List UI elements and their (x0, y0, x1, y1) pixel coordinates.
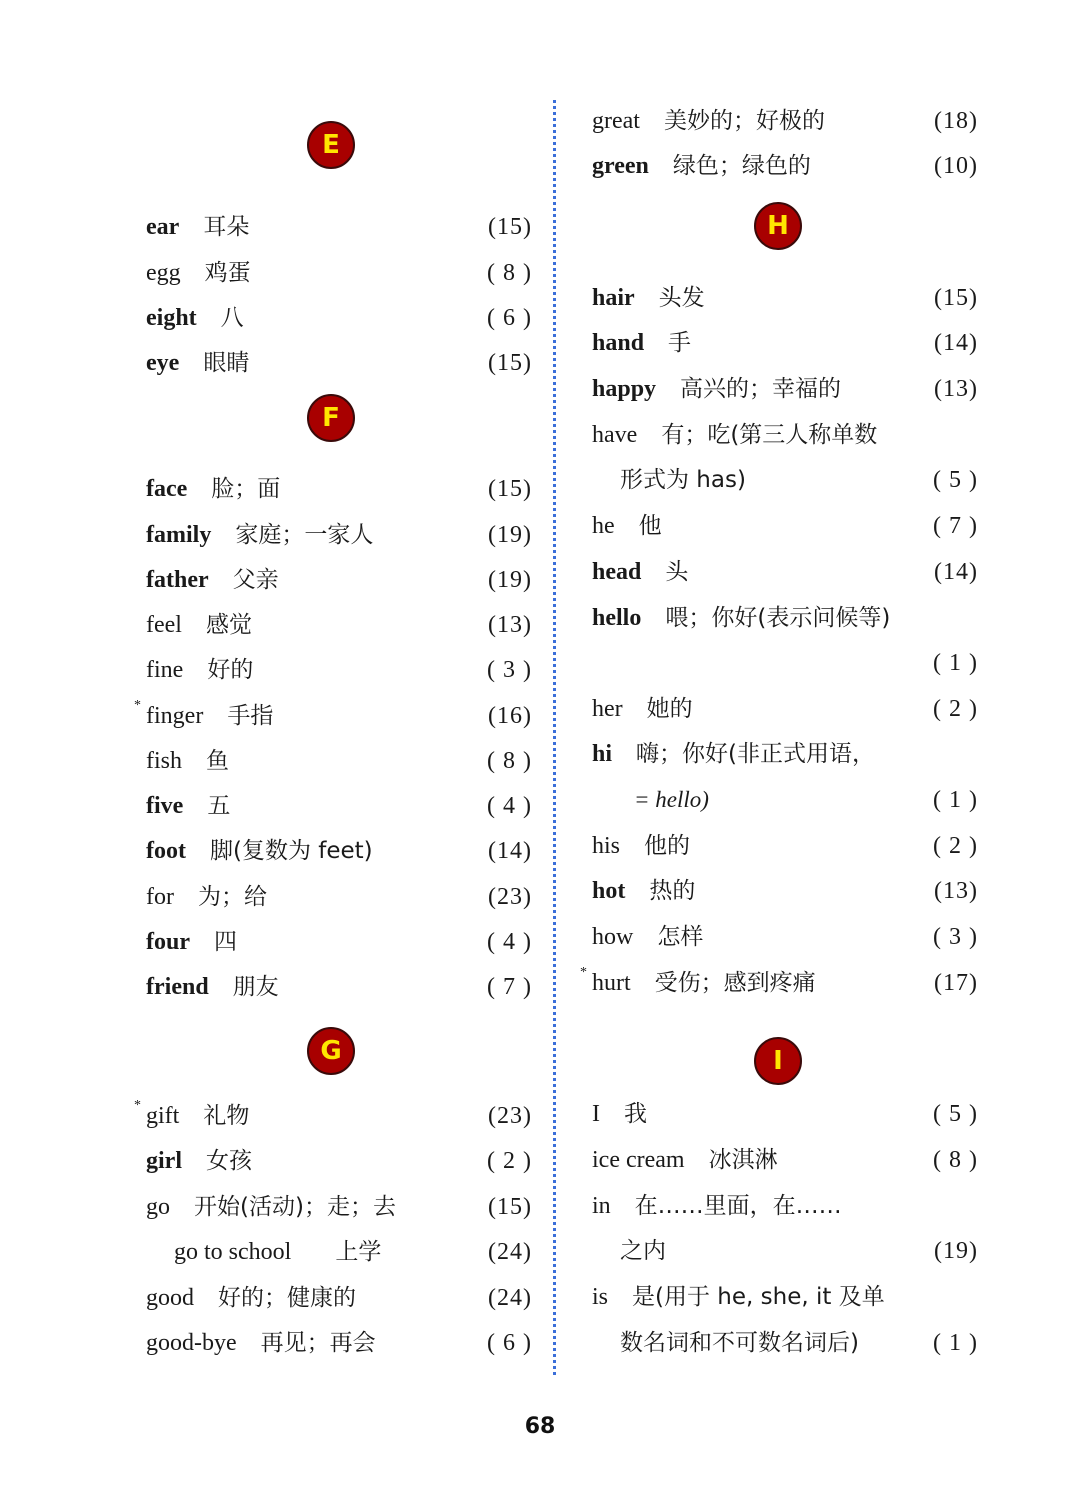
entry-have (578, 415, 978, 455)
entry-word: I (592, 1101, 600, 1127)
column-divider (553, 100, 556, 1375)
entry-four (132, 922, 532, 962)
entry-word: family (146, 522, 212, 548)
entry-word: foot (146, 838, 186, 864)
entry-word: happy (592, 376, 657, 402)
entry-in (578, 1186, 978, 1226)
entry-fish (132, 741, 532, 781)
entry-five (132, 786, 532, 826)
entry-ref: (24) (488, 1285, 532, 1311)
entry-ref: (19) (488, 522, 532, 548)
entry-meaning: 数名词和不可数名词后) (620, 1330, 859, 1356)
entry-meaning: 为；给 (197, 884, 267, 910)
entry-meaning: 耳朵 (203, 214, 250, 240)
entry-word: good-bye (146, 1330, 237, 1356)
letter-badge-h: H (754, 202, 802, 250)
entry-meaning: 女孩 (206, 1148, 252, 1174)
entry-word: his (592, 833, 621, 859)
entry-hi (578, 734, 978, 774)
entry-meaning: 鸡蛋 (204, 260, 251, 286)
entry-word: egg (146, 260, 181, 286)
entry-ref: ( 7 ) (487, 974, 532, 1000)
entry-meaning: 父亲 (232, 567, 279, 593)
entry-word: great (592, 108, 640, 134)
entry-word: eight (146, 305, 197, 331)
entry-meaning: 手指 (227, 703, 274, 729)
entry-is (578, 1277, 978, 1317)
entry-ref: ( 2 ) (933, 696, 978, 722)
entry-meaning: 是(用于 he, she, it 及单 (632, 1284, 885, 1310)
entry-word: he (592, 513, 615, 539)
entry-word: how (592, 924, 634, 950)
entry-meaning: 头 (665, 559, 689, 585)
letter-badge-i: I (754, 1037, 802, 1085)
entry-ref: ( 1 ) (933, 650, 978, 676)
letter-badge-g: G (307, 1027, 355, 1075)
entry-meaning: 家庭；一家人 (235, 522, 374, 548)
entry-word: hi (592, 741, 613, 767)
entry-meaning: 礼物 (203, 1103, 250, 1129)
entry-word: have (592, 422, 638, 448)
entry-meaning: 他的 (644, 833, 691, 859)
entry-word: face (146, 476, 188, 502)
entry-meaning: 眼睛 (203, 350, 250, 376)
entry-ref: (17) (934, 970, 978, 996)
entry-ref: (19) (934, 1238, 978, 1264)
entry-meaning: 冰淇淋 (708, 1147, 778, 1173)
entry-ref: (16) (488, 703, 532, 729)
entry-word: ice cream (592, 1147, 685, 1173)
entry-father (132, 560, 532, 600)
entry-word: is (592, 1284, 609, 1310)
entry-meaning: 再见；再会 (260, 1330, 376, 1356)
entry-family (132, 515, 532, 555)
entry-fine (132, 650, 532, 690)
entry-ref: ( 2 ) (487, 1148, 532, 1174)
entry-meaning: 手 (668, 330, 692, 356)
entry-feel (132, 605, 532, 645)
entry-hi-continued (578, 780, 978, 820)
entry-word: in (592, 1193, 611, 1219)
entry-ref: (18) (934, 108, 978, 134)
entry-ref: ( 6 ) (487, 1330, 532, 1356)
entry-face (132, 469, 532, 509)
entry-meaning: 上学 (335, 1239, 382, 1265)
entry-great (578, 101, 978, 141)
entry-ref: ( 7 ) (933, 513, 978, 539)
letter-badge-e: E (307, 121, 355, 169)
entry-word: eye (146, 350, 180, 376)
entry-eye (132, 343, 532, 383)
entry-meaning: 形式为 has) (620, 467, 746, 493)
entry-word: gift (146, 1103, 180, 1129)
entry-hair (578, 278, 978, 318)
entry-meaning: 在……里面，在…… (634, 1193, 842, 1219)
entry-ref: (13) (934, 376, 978, 402)
asterisk-mark: * (134, 698, 141, 713)
entry-eight (132, 298, 532, 338)
entry-meaning: 喂；你好(表示问候等) (665, 605, 891, 631)
entry-ref: ( 6 ) (487, 305, 532, 331)
entry-word: fine (146, 657, 184, 683)
entry-word: fish (146, 748, 182, 774)
entry-ref: (15) (488, 1194, 532, 1220)
entry-hand (578, 323, 978, 363)
entry-friend (132, 967, 532, 1007)
entry-girl (132, 1141, 532, 1181)
entry-ref: ( 4 ) (487, 929, 532, 955)
entry-meaning: 热的 (649, 878, 696, 904)
entry-meaning: 好的；健康的 (218, 1285, 356, 1311)
entry-ref: (19) (488, 567, 532, 593)
entry-word: girl (146, 1148, 182, 1174)
entry-word: feel (146, 612, 182, 638)
entry-word: hurt (592, 970, 631, 996)
entry-meaning: 开始(活动)；走；去 (194, 1194, 396, 1220)
entry-word: hair (592, 285, 635, 311)
asterisk-mark: * (580, 965, 587, 980)
entry-his (578, 826, 978, 866)
entry-meaning: 怎样 (657, 924, 704, 950)
entry-word: her (592, 696, 623, 722)
entry-meaning: 感觉 (205, 612, 252, 638)
entry-ref: (23) (488, 884, 532, 910)
entry-ear (132, 207, 532, 247)
entry-he (578, 506, 978, 546)
entry-ref: ( 8 ) (933, 1147, 978, 1173)
entry-word: go (146, 1194, 170, 1220)
entry-word: for (146, 884, 174, 910)
entry-finger (132, 696, 532, 736)
entry-ref: (15) (488, 350, 532, 376)
entry-meaning: 她的 (646, 696, 693, 722)
entry-how (578, 917, 978, 957)
entry-meaning: 头发 (658, 285, 705, 311)
entry-ref: (15) (934, 285, 978, 311)
entry-hello (578, 598, 978, 638)
entry-meaning: 高兴的；幸福的 (680, 376, 842, 402)
entry-in-continued (578, 1231, 978, 1271)
entry-ref: (23) (488, 1103, 532, 1129)
entry-ref: (14) (934, 330, 978, 356)
entry-ref: (15) (488, 476, 532, 502)
entry-happy (578, 369, 978, 409)
entry-ref: ( 8 ) (487, 748, 532, 774)
entry-for (132, 877, 532, 917)
entry-good-bye (132, 1323, 532, 1363)
entry-ref: ( 3 ) (933, 924, 978, 950)
entry-egg (132, 253, 532, 293)
entry-meaning: 受伤；感到疼痛 (654, 970, 816, 996)
entry-is-continued (578, 1323, 978, 1363)
entry-ref: ( 2 ) (933, 833, 978, 859)
entry-good (132, 1278, 532, 1318)
entry-meaning: 美妙的；好极的 (663, 108, 825, 134)
entry-her (578, 689, 978, 729)
entry-meaning: 鱼 (206, 748, 229, 774)
entry-i (578, 1094, 978, 1134)
entry-ref: (15) (488, 214, 532, 240)
entry-head (578, 552, 978, 592)
entry-word: hot (592, 878, 626, 904)
entry-meaning: 好的 (207, 657, 254, 683)
entry-ice-cream (578, 1140, 978, 1180)
entry-ref: ( 5 ) (933, 467, 978, 493)
entry-foot (132, 831, 532, 871)
entry-meaning: 他 (638, 513, 662, 539)
entry-ref: ( 1 ) (933, 787, 978, 813)
entry-ref: (13) (934, 878, 978, 904)
entry-ref: (10) (934, 153, 978, 179)
entry-have-continued (578, 460, 978, 500)
entry-meaning: = hello) (634, 787, 709, 812)
entry-ref: ( 3 ) (487, 657, 532, 683)
entry-meaning: 有；吃(第三人称单数 (661, 422, 878, 448)
entry-gift (132, 1096, 532, 1136)
entry-ref: ( 4 ) (487, 793, 532, 819)
letter-badge-f: F (307, 394, 355, 442)
entry-hot (578, 871, 978, 911)
entry-word: head (592, 559, 642, 585)
entry-word: friend (146, 974, 209, 1000)
entry-word: ear (146, 214, 180, 240)
entry-ref: (24) (488, 1239, 532, 1265)
entry-meaning: 我 (624, 1101, 647, 1127)
entry-meaning: 四 (214, 929, 237, 955)
entry-ref: ( 8 ) (487, 260, 532, 286)
asterisk-mark: * (134, 1098, 141, 1113)
entry-meaning: 朋友 (232, 974, 279, 1000)
entry-meaning: 嗨；你好(非正式用语， (636, 741, 875, 767)
entry-word: four (146, 929, 190, 955)
entry-ref: ( 5 ) (933, 1101, 978, 1127)
entry-meaning: 绿色；绿色的 (672, 153, 811, 179)
entry-meaning: 脚(复数为 feet) (209, 838, 373, 864)
entry-word: good (146, 1285, 194, 1311)
entry-ref: ( 1 ) (933, 1330, 978, 1356)
entry-go (132, 1187, 532, 1227)
entry-meaning: 之内 (620, 1238, 666, 1264)
entry-go-to-school (132, 1232, 532, 1272)
entry-meaning: 五 (207, 793, 231, 819)
entry-ref: (13) (488, 612, 532, 638)
entry-word: five (146, 793, 184, 819)
page-number: 68 (524, 1414, 556, 1439)
entry-green (578, 146, 978, 186)
entry-ref: (14) (934, 559, 978, 585)
entry-meaning: 脸；面 (211, 476, 281, 502)
entry-meaning: 八 (220, 305, 244, 331)
entry-word: hand (592, 330, 645, 356)
entry-word: father (146, 567, 209, 593)
entry-word: finger (146, 703, 204, 729)
entry-word: hello (592, 605, 642, 631)
entry-hello-continued (578, 643, 978, 683)
entry-hurt (578, 963, 978, 1003)
entry-ref: (14) (488, 838, 532, 864)
entry-word: go to school (174, 1239, 292, 1265)
entry-word: green (592, 153, 649, 179)
